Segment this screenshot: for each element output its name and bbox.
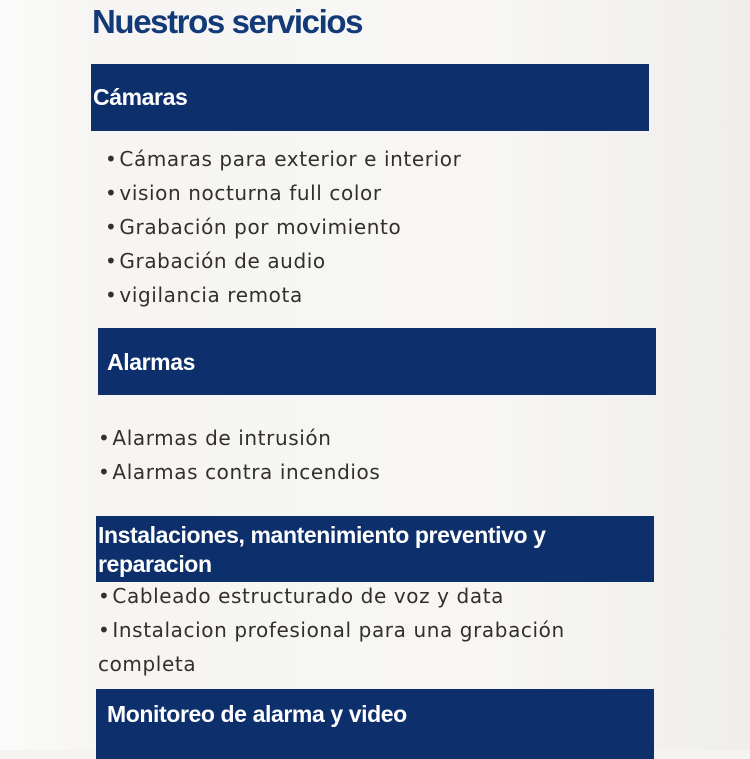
- section-heading: Cámaras: [93, 84, 188, 110]
- section-header-instalaciones: [96, 516, 654, 582]
- alarmas-list: [98, 421, 380, 489]
- list-item: • Cámaras para exterior e interior: [105, 142, 461, 176]
- list-item: • Alarmas de intrusión: [98, 421, 380, 455]
- section-header-alarmas: [98, 328, 656, 395]
- section-header-camaras: [91, 64, 649, 131]
- list-item: • Alarmas contra incendios: [98, 455, 380, 489]
- list-item: • Instalacion profesional para una grabación completa: [98, 613, 658, 681]
- section-heading: Monitoreo de alarma y video: [107, 701, 407, 727]
- camaras-list: [105, 142, 461, 312]
- section-heading: Instalaciones, mantenimiento preventivo y reparacion: [98, 522, 546, 577]
- page-title: Nuestros servicios: [92, 3, 363, 40]
- section-heading: Alarmas: [107, 349, 195, 375]
- list-item: • vision nocturna full color: [105, 176, 461, 210]
- list-item: • Grabación por movimiento: [105, 210, 461, 244]
- list-item: • Cableado estructurado de voz y data: [98, 579, 658, 613]
- list-item: • vigilancia remota: [105, 278, 461, 312]
- section-header-monitoreo: [96, 689, 654, 759]
- instalaciones-list: [98, 579, 658, 681]
- list-item: • Grabación de audio: [105, 244, 461, 278]
